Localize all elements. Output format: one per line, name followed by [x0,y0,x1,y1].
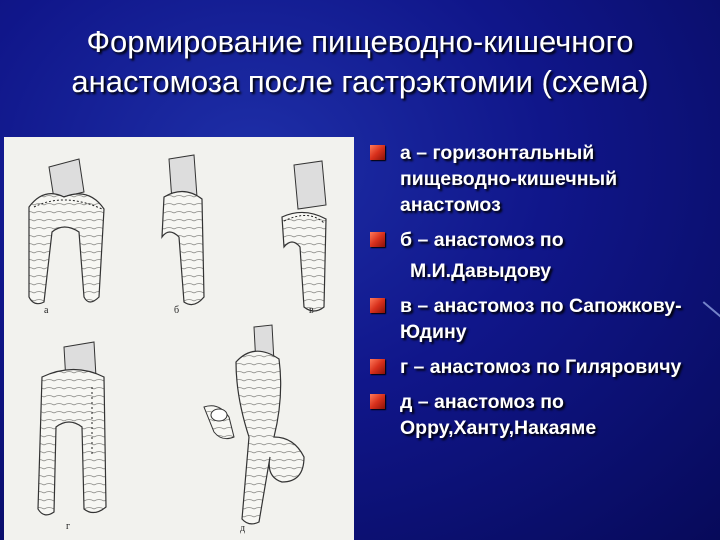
bullet-text: г – анастомоз по Гиляровичу [400,356,682,378]
scheme-a [29,159,104,304]
bullet-continuation [370,258,715,284]
bullet-text: в – анастомоз по Сапожкову-Юдину [400,295,682,343]
square-bullet-icon [370,145,385,160]
slide-title-line-2: анастомоза после гастрэктомии (схема) [71,64,649,99]
scheme-label-d: д [240,523,246,534]
scheme-label-v: в [309,305,314,316]
square-bullet-icon [370,359,385,374]
scheme-v [282,161,326,311]
bullet-list [370,140,715,450]
slide-title-line-1: Формирование пищеводно-кишечного [86,24,634,59]
scheme-g [38,342,106,515]
bullet-text: М.И.Давыдову [410,260,552,282]
bullet-item [370,293,715,345]
square-bullet-icon [370,232,385,247]
square-bullet-icon [370,394,385,409]
scheme-label-g: г [66,521,71,532]
bullet-text: б – анастомоз по [400,229,564,251]
bullet-item [370,227,715,253]
scheme-d [204,325,304,524]
bullet-item [370,354,715,380]
slide-title [0,22,720,102]
bullet-item [370,389,715,441]
scheme-label-a: а [44,305,49,316]
bullet-text: а – горизонтальный пищеводно-кишечный анастомоз [400,142,618,216]
illustration-drawing [4,137,354,540]
square-bullet-icon [370,298,385,313]
bullet-item [370,140,715,218]
bullet-text: д – анастомоз по Орру,Ханту,Накаяме [400,391,597,439]
anastomosis-schemes-illustration [4,137,354,540]
scheme-b [162,155,204,305]
scheme-label-b: б [174,305,180,316]
